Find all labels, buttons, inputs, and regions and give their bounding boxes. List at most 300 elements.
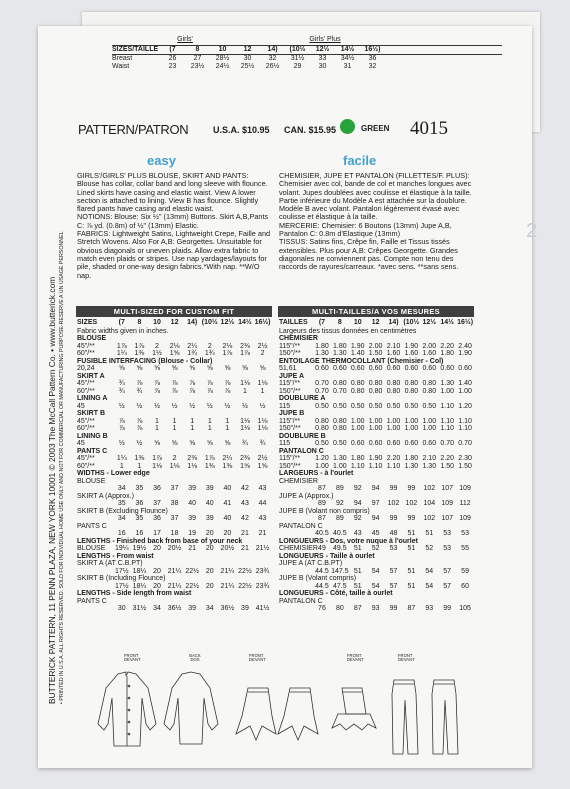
cell-value: 2¼ xyxy=(187,342,198,350)
cell-value: 21 xyxy=(241,545,249,552)
cell-value: 1 xyxy=(207,425,212,432)
table-row xyxy=(279,373,475,381)
table-row xyxy=(279,380,475,388)
cell-value: ¾ xyxy=(118,387,125,395)
figure-label-front-3: FRONT DEVANT xyxy=(347,653,364,663)
cell-value: 1.40 xyxy=(458,380,472,387)
cell-value: 52 xyxy=(425,545,434,552)
cell-value: 1 xyxy=(172,425,177,432)
cell-value: 43 xyxy=(353,530,362,537)
cell-value: 1⅛ xyxy=(169,462,180,470)
cell-value: ½ xyxy=(171,402,178,410)
cell-value: 1.30 xyxy=(404,462,419,470)
section-heading: FUSIBLE INTERFACING (Blouse - Collar) xyxy=(77,357,213,365)
cell-value: 0.60 xyxy=(315,365,329,372)
cell-value: 1 xyxy=(172,417,177,425)
pattern-number: 4015 xyxy=(410,118,448,139)
cell-value: 2⅛ xyxy=(222,342,233,350)
row-label: 115 xyxy=(279,440,291,447)
cell-value: 1⅞ xyxy=(204,455,215,462)
cell-value: 89 xyxy=(318,500,326,507)
cell-value: 2.30 xyxy=(458,455,472,462)
english-desc-fabrics: FABRICS: Lightweight Satins, Lightweight Crepe, Faille and Stretch Wovens. Also For A,B: Georgettes. Unsuitable for obvious diagonals or uneven plaids. Allow extra fabric to match even plaids or stripes. Use nap yardages/layouts for pile, shaded or one-way design fabrics.*With nap. **W/O nap. xyxy=(77,229,271,280)
cell-value: 2 xyxy=(172,455,177,462)
table-row xyxy=(279,605,475,613)
cell-value: 94 xyxy=(371,515,380,522)
cell-value: 1⅝ xyxy=(240,462,250,470)
cell-value: 36 xyxy=(135,500,144,507)
measurement-header-cell: 12½ xyxy=(315,46,330,53)
cell-value: 1.10 xyxy=(440,402,454,410)
row-label: TAILLES xyxy=(279,319,308,326)
cell-value: 19½ xyxy=(132,545,147,552)
cell-value: 0.60 xyxy=(368,440,383,447)
cell-value: 89 xyxy=(335,515,344,522)
cell-value: 1 xyxy=(260,387,265,395)
color-dot xyxy=(340,119,355,134)
cell-value: 0.60 xyxy=(404,365,419,372)
cell-value: ⅝ xyxy=(259,365,266,372)
table-row xyxy=(77,328,272,336)
cell-value: 1⅞ xyxy=(116,342,127,350)
cell-value: 87 xyxy=(318,485,326,492)
table-row xyxy=(279,590,475,598)
cell-value: 1.80 xyxy=(440,350,454,357)
cell-value: 22½ xyxy=(185,582,199,590)
measurement-value: 33 xyxy=(318,55,327,63)
measurement-value: 23½ xyxy=(190,63,205,71)
cell-value: ⅞ xyxy=(224,380,231,387)
cell-value: 53 xyxy=(443,545,452,552)
cell-value: 1.10 xyxy=(350,462,365,470)
english-desc-garments: GIRLS'/GIRLS' PLUS BLOUSE, SKIRT AND PANTS: Blouse has collar, collar band and long sleeve with flounce. Lined skirts have casing and elastic waist. View A lower section is attached to lining. View B has flounce. Slightly flared pants have casing and elastic waist. xyxy=(77,171,268,214)
table-row xyxy=(279,319,475,328)
cell-value: 40 xyxy=(205,500,214,507)
measurement-value: 31½ xyxy=(290,55,305,63)
cell-value: 1.00 xyxy=(386,417,401,425)
cell-value: 89 xyxy=(335,485,344,492)
cell-value: 14) xyxy=(388,319,399,326)
table-row xyxy=(77,418,272,426)
cell-value: ⅞ xyxy=(171,387,178,395)
cell-value: 1.60 xyxy=(386,350,401,357)
publisher-address: BUTTERICK PATTERN, 11 PENN PLAZA, NEW YORK 10001 © 2003 The McCall Pattern Co. • www.butterick.com xyxy=(47,276,57,704)
cell-value: 1.60 xyxy=(422,350,437,357)
cell-value: ½ xyxy=(118,402,125,410)
cell-value: 2.20 xyxy=(386,455,401,462)
cell-value: 18 xyxy=(170,530,179,537)
cell-value: 1⅞ xyxy=(222,350,233,357)
row-label: 150"/** xyxy=(279,350,301,357)
row-label xyxy=(77,530,113,538)
item-label: JUPE A (Approx.) xyxy=(279,492,334,500)
row-label: 60"/** xyxy=(77,462,95,470)
table-row xyxy=(279,403,475,411)
cell-value: 1¼ xyxy=(116,350,127,357)
cell-value: 1.00 xyxy=(386,425,401,432)
table-row xyxy=(77,590,272,598)
figure-label-front-1: FRONT DEVANT xyxy=(124,653,141,663)
row-label: SIZES xyxy=(77,319,98,326)
table-row xyxy=(279,515,475,523)
cell-value: 51 xyxy=(353,545,362,552)
cell-value: 0.60 xyxy=(350,365,365,372)
garment-line-drawings xyxy=(96,658,476,763)
cell-value: 20½ xyxy=(220,545,235,552)
measurement-value: 34½ xyxy=(340,55,355,63)
rights-notice: • PRINTED IN U.S.A. ALL RIGHTS RESERVED. SOLD FOR INDIVIDUAL HOME USE ONLY AND NOT FOR COMMERCIAL OR MANUFACTURING PURPOSE-RESERVE A UN USAGE PERSONNEL xyxy=(59,231,65,704)
item-label: JUPE B (Volant non compris) xyxy=(279,507,370,515)
cell-value: ⅝ xyxy=(206,365,213,372)
cell-value: 109 xyxy=(459,485,471,492)
cell-value: 42 xyxy=(241,515,249,522)
cell-value: 0.80 xyxy=(368,380,383,387)
body-measurement-table xyxy=(112,36,502,72)
cell-value: 0.50 xyxy=(333,440,347,447)
table-row xyxy=(77,319,272,328)
cell-value: 51 xyxy=(353,567,362,575)
cell-value: 1.40 xyxy=(350,350,365,357)
cell-value: 0.70 xyxy=(315,387,329,395)
cell-value: 39 xyxy=(188,485,197,492)
row-label: 150"/** xyxy=(279,425,301,432)
row-label xyxy=(279,568,313,576)
cell-value: 1.50 xyxy=(458,462,472,470)
cell-value: 16 xyxy=(117,530,126,537)
cell-value: 0.80 xyxy=(368,387,383,395)
cell-value: 0.80 xyxy=(386,380,401,387)
cell-value: 1⅜ xyxy=(204,462,215,470)
table-row xyxy=(77,553,272,561)
cell-value: 93 xyxy=(425,605,434,612)
cell-value: 43 xyxy=(258,515,267,522)
cell-value: 1⅛ xyxy=(257,425,268,432)
cell-value: 2 xyxy=(207,342,212,350)
cell-value: 21 xyxy=(188,545,197,552)
cell-value: 34 xyxy=(117,515,126,522)
table-row xyxy=(279,410,475,418)
row-label: 115"/** xyxy=(279,380,301,387)
table-row xyxy=(77,343,272,351)
row-label xyxy=(279,605,313,613)
cell-value: 1 xyxy=(225,425,230,432)
table-row xyxy=(77,455,272,463)
cell-value: 0.60 xyxy=(422,365,437,372)
section-heading: DOUBLURE A xyxy=(279,395,326,402)
section-heading: BLOUSE xyxy=(77,335,107,342)
table-row xyxy=(77,365,272,373)
cell-value: 51 xyxy=(407,582,416,590)
table-row xyxy=(279,575,475,583)
facile-label: facile xyxy=(343,153,377,168)
item-label: CHEMISIER xyxy=(279,477,318,485)
cell-value: 23¾ xyxy=(255,582,270,590)
cell-value: 43 xyxy=(241,500,249,507)
cell-value: 17½ xyxy=(114,582,129,590)
cell-value: 14½ xyxy=(238,319,252,326)
cell-value: 1 xyxy=(243,387,247,395)
cell-value: 2.00 xyxy=(368,342,383,350)
cell-value: 0.50 xyxy=(333,402,347,410)
measurement-value: 30 xyxy=(318,63,327,71)
price-can: CAN. $15.95 xyxy=(284,125,337,135)
cell-value: 21 xyxy=(258,530,267,537)
table-row xyxy=(279,508,475,516)
table-row xyxy=(77,380,272,388)
cell-value: 0.80 xyxy=(350,387,365,395)
row-label xyxy=(77,485,113,493)
row-label: 51,61 xyxy=(279,365,297,372)
table-row xyxy=(77,493,272,501)
cell-value: 92 xyxy=(335,500,344,507)
cell-value: 0.80 xyxy=(333,417,347,425)
cell-value: 21¼ xyxy=(167,567,182,575)
cell-value: ⅝ xyxy=(224,365,231,372)
cell-value: 102 xyxy=(387,500,400,507)
measurement-value: 24½ xyxy=(215,63,230,71)
table-row xyxy=(279,598,475,606)
cell-value: 92 xyxy=(353,485,362,492)
section-heading: SKIRT A xyxy=(77,372,105,380)
price-usa: U.S.A. $10.95 xyxy=(213,125,270,135)
french-banner: MULTI-TAILLES/A VOS MESURES xyxy=(278,306,474,317)
row-label xyxy=(279,485,313,493)
cell-value: 10 xyxy=(153,319,161,326)
cell-value: 2¼ xyxy=(222,455,233,462)
cell-value: 22½ xyxy=(238,582,252,590)
table-row xyxy=(77,568,272,576)
cell-value: 2 xyxy=(260,350,265,357)
cell-value: 1¾ xyxy=(204,350,215,357)
row-label xyxy=(77,500,113,508)
cell-value: 48 xyxy=(389,530,398,537)
cell-value: 60 xyxy=(461,582,469,590)
cell-value: 2 xyxy=(155,342,159,350)
cell-value: 40.5 xyxy=(333,530,347,537)
cell-value: ⅞ xyxy=(118,417,125,425)
cell-value: 0.50 xyxy=(404,402,419,410)
row-label: 45 xyxy=(77,402,85,410)
girls-plus-label: Girls' Plus xyxy=(309,36,341,43)
table-row xyxy=(77,448,272,456)
table-row xyxy=(279,470,475,478)
table-note: Largeurs des tissus données en centimètres xyxy=(279,327,417,335)
row-label: 150"/** xyxy=(279,462,301,470)
measurement-value: 26½ xyxy=(265,63,280,71)
table-row xyxy=(77,410,272,418)
table-row xyxy=(77,440,272,448)
cell-value: 1.00 xyxy=(350,425,365,432)
cell-value: 87 xyxy=(318,515,326,522)
cell-value: (10½ xyxy=(201,319,218,326)
measurement-header-cell: 10 xyxy=(218,46,227,53)
cell-value: ⅞ xyxy=(224,387,231,395)
cell-value: 36 xyxy=(153,485,161,492)
cell-value: 39 xyxy=(188,605,197,612)
cell-value: 53 xyxy=(461,530,469,537)
row-label xyxy=(77,583,113,591)
cell-value: 18¼ xyxy=(132,567,147,575)
cell-value: 44 xyxy=(258,500,267,507)
cell-value: 0.60 xyxy=(386,365,401,372)
cell-value: 107 xyxy=(441,515,454,522)
cell-value: (7 xyxy=(318,319,326,326)
cell-value: 39 xyxy=(205,485,214,492)
ghost-digit: 2 xyxy=(526,220,538,242)
measurement-value: 25½ xyxy=(240,63,255,71)
table-row xyxy=(279,485,475,493)
cell-value: 36½ xyxy=(167,605,182,612)
table-row xyxy=(77,478,272,486)
brand-label: PATTERN/PATRON xyxy=(78,122,189,137)
cell-value: 1⅜ xyxy=(134,455,145,462)
cell-value: 1½ xyxy=(152,350,162,357)
cell-value: ⅝ xyxy=(154,440,160,447)
cell-value: ⅝ xyxy=(136,365,143,372)
cell-value: ⅝ xyxy=(118,365,125,372)
english-description xyxy=(77,172,271,280)
cell-value: 1.30 xyxy=(315,350,329,357)
cell-value: 34 xyxy=(153,605,161,612)
cell-value: 99 xyxy=(389,605,398,612)
item-label: SKIRT A (Approx.) xyxy=(77,492,134,500)
section-heading: ENTOILAGE THERMOCOLLANT (Chemisier - Col) xyxy=(279,357,444,365)
cell-value: 1 xyxy=(119,462,124,470)
cell-value: 49 xyxy=(318,545,326,552)
cell-value: ⅝ xyxy=(206,440,213,447)
english-desc-notions: NOTIONS: Blouse: Six ½" (13mm) Buttons. Skirt A,B,Pants C: ⅞ yd. (0.8m) of ½" (13mm) Elastic. xyxy=(77,212,269,230)
cell-value: 2½ xyxy=(257,455,268,462)
cell-value: 105 xyxy=(459,605,471,612)
cell-value: 1.10 xyxy=(368,462,383,470)
cell-value: 99 xyxy=(389,485,398,492)
cell-value: 43 xyxy=(258,485,267,492)
table-row xyxy=(77,583,272,591)
item-label: JUPE A (AT C.B.PT) xyxy=(279,560,343,567)
section-heading: LONGUEURS - Côté, taille à ourlet xyxy=(279,590,393,597)
cell-value: 12½ xyxy=(422,319,437,326)
section-heading: PANTALON C xyxy=(279,447,324,455)
cell-value: 20½ xyxy=(167,545,182,552)
cell-value: 54 xyxy=(425,582,434,590)
english-yardage-table xyxy=(77,319,272,613)
cell-value: 20 xyxy=(205,582,214,590)
cell-value: 20 xyxy=(205,567,214,575)
table-row xyxy=(279,545,475,553)
cell-value: 17 xyxy=(153,530,161,537)
cell-value: 1⅝ xyxy=(169,350,180,357)
cell-value: 0.80 xyxy=(422,387,437,395)
cell-value: 51 xyxy=(353,582,362,590)
cell-value: 1 xyxy=(207,417,212,425)
measurement-header-cell: (7 xyxy=(169,46,176,53)
cell-value: 55 xyxy=(461,545,469,552)
cell-value: 40 xyxy=(188,500,197,507)
measurement-header-cell: 8 xyxy=(195,46,200,53)
cell-value: 57 xyxy=(389,582,398,590)
cell-value: 54 xyxy=(371,582,380,590)
row-label: 45"/** xyxy=(77,417,95,425)
row-label: 45"/** xyxy=(77,455,95,462)
item-label: SKIRT A (AT C.B.PT) xyxy=(77,560,143,567)
french-desc-fabrics: TISSUS: Satins fins, Crêpe fin, Faille et Tissus tissés extensibles. Plus pour A,B: Crêpes Georgette. Grandes diagonales ne conviennent pas. Compte non tenu des raccords de rayures/carreaux. *avec sens. **sans sens. xyxy=(279,237,459,272)
cell-value: 20 xyxy=(153,545,161,552)
section-heading: CHEMISIER xyxy=(279,335,318,342)
cell-value: 102 xyxy=(423,515,436,522)
cell-value: 57 xyxy=(389,567,398,575)
measurement-value: 29 xyxy=(293,63,302,71)
color-label: GREEN xyxy=(361,124,390,133)
row-label xyxy=(279,530,313,538)
cell-value: 1.00 xyxy=(404,417,419,425)
row-label: CHEMISIER xyxy=(279,545,318,552)
cell-value: 112 xyxy=(459,500,471,507)
cell-value: 37 xyxy=(170,485,179,492)
table-row xyxy=(77,403,272,411)
row-label: 115"/** xyxy=(279,342,301,350)
cell-value: 51 xyxy=(407,545,416,552)
cell-value: ⅞ xyxy=(171,380,178,387)
table-row xyxy=(77,598,272,606)
item-label: PANTS C xyxy=(77,597,107,605)
cell-value: 1⅜ xyxy=(222,462,233,470)
cell-value: ⅞ xyxy=(206,387,213,395)
row-label xyxy=(77,568,113,576)
cell-value: 2⅜ xyxy=(187,455,198,462)
table-row xyxy=(77,350,272,358)
cell-value: 1⅛ xyxy=(257,380,268,387)
cell-value: 35 xyxy=(117,500,126,507)
cell-value: 20 xyxy=(205,545,214,552)
measurement-value: 23 xyxy=(168,63,177,71)
cell-value: 41 xyxy=(223,500,232,507)
table-row xyxy=(77,395,272,403)
cell-value: ⅞ xyxy=(136,417,143,425)
table-row xyxy=(279,365,475,373)
cell-value: 93 xyxy=(371,605,380,612)
table-row xyxy=(279,568,475,576)
cell-value: 1.30 xyxy=(440,380,454,387)
cell-value: 102 xyxy=(405,500,418,507)
cell-value: 1.00 xyxy=(368,425,383,432)
item-label: PANTS C xyxy=(77,522,107,530)
cell-value: ⅝ xyxy=(154,365,160,372)
cell-value: 1.10 xyxy=(440,417,454,425)
cell-value: 2.00 xyxy=(422,342,437,350)
table-row xyxy=(77,373,272,381)
cell-value: 1.10 xyxy=(458,425,472,432)
cell-value: 109 xyxy=(441,500,454,507)
cell-value: 2.10 xyxy=(422,455,437,462)
item-label: JUPE B (Volant compris) xyxy=(279,575,357,582)
section-heading: LENGTHS - Finished back from base of your neck xyxy=(77,537,243,545)
section-heading: SKIRT B xyxy=(77,410,105,417)
measurement-header-cell: 14½ xyxy=(340,46,355,53)
section-heading: DOUBLURE B xyxy=(279,432,326,440)
section-heading: LINING A xyxy=(77,395,108,402)
cell-value: 35 xyxy=(135,485,144,492)
table-row xyxy=(77,358,272,366)
cell-value: 1.90 xyxy=(368,455,383,462)
cell-value: 36½ xyxy=(220,605,235,612)
cell-value: 0.60 xyxy=(350,440,365,447)
cell-value: 87 xyxy=(407,605,416,612)
measurement-header-cell: 16½) xyxy=(364,46,381,53)
cell-value: 99 xyxy=(407,485,416,492)
cell-value: ⅞ xyxy=(206,380,213,387)
cell-value: 0.80 xyxy=(333,425,347,432)
measurement-value: 27 xyxy=(193,55,202,63)
